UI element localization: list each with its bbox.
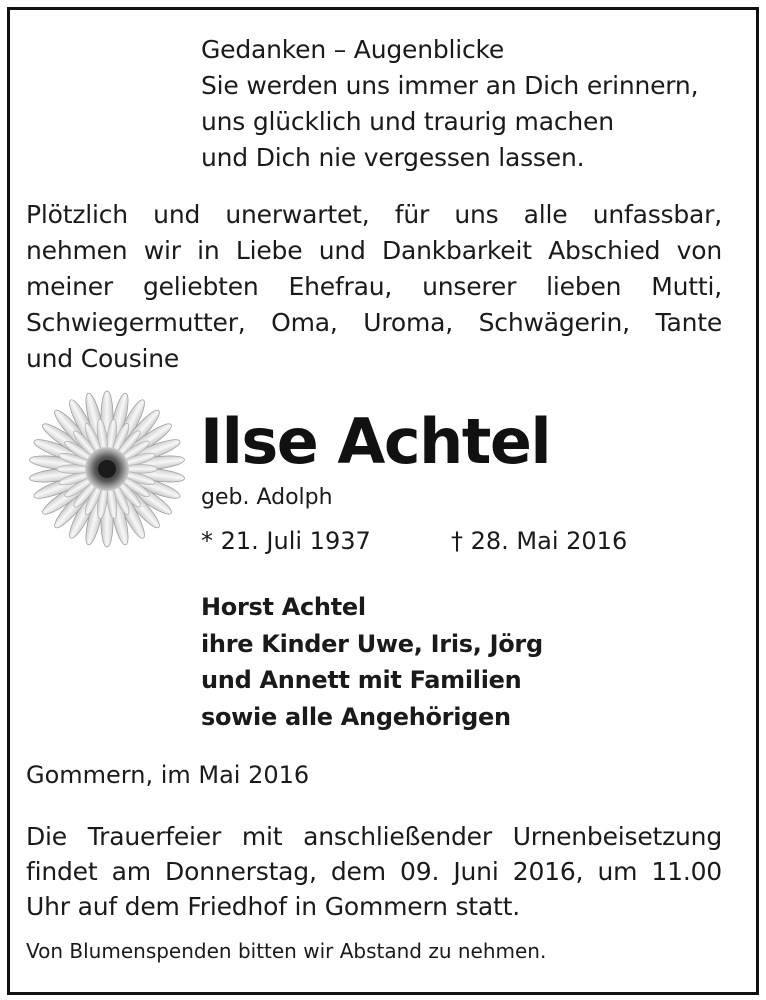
intro-line: und Cousine <box>26 344 180 373</box>
intro-line: meiner geliebten Ehefrau, unserer lieben Mutti, <box>26 272 722 301</box>
poem-line: Sie werden uns immer an Dich erinnern, <box>201 71 699 100</box>
poem-line: und Dich nie vergessen lassen. <box>201 143 585 172</box>
mourner-line: sowie alle Angehörigen <box>201 702 511 731</box>
birth-date: * 21. Juli 1937 <box>201 527 371 555</box>
poem <box>201 32 698 176</box>
intro-line: nehmen wir in Liebe und Dankbarkeit Abschied von <box>26 236 722 265</box>
mourner-line: und Annett mit Familien <box>201 666 522 694</box>
life-dates <box>201 523 628 559</box>
deceased-name: Ilse Achtel <box>200 405 551 478</box>
service-line: Uhr auf dem Friedhof in Gommern statt. <box>26 892 520 921</box>
service-line: findet am Donnerstag, dem 09. Juni 2016, um 11.00 <box>26 857 722 886</box>
mourner-line: ihre Kinder Uwe, Iris, Jörg <box>201 629 543 658</box>
maiden-name: geb. Adolph <box>201 485 333 510</box>
mourner-line: Horst Achtel <box>201 593 366 621</box>
flower-donation-note: Von Blumenspenden bitten wir Abstand zu nehmen. <box>26 939 547 963</box>
intro-line: Schwiegermutter, Oma, Uroma, Schwägerin, Tante <box>26 308 722 337</box>
death-date: † 28. Mai 2016 <box>451 527 628 555</box>
gerbera-flower-icon <box>15 385 190 560</box>
mourners-list <box>201 589 543 735</box>
place-date: Gommern, im Mai 2016 <box>26 761 310 789</box>
funeral-service-info <box>26 819 722 924</box>
intro-text <box>26 197 722 377</box>
poem-line: uns glücklich und traurig machen <box>201 107 614 136</box>
service-line: Die Trauerfeier mit anschließender Urnenbeisetzung <box>26 822 722 851</box>
intro-line: Plötzlich und unerwartet, für uns alle unfassbar, <box>26 200 722 229</box>
poem-line: Gedanken – Augenblicke <box>201 35 505 64</box>
